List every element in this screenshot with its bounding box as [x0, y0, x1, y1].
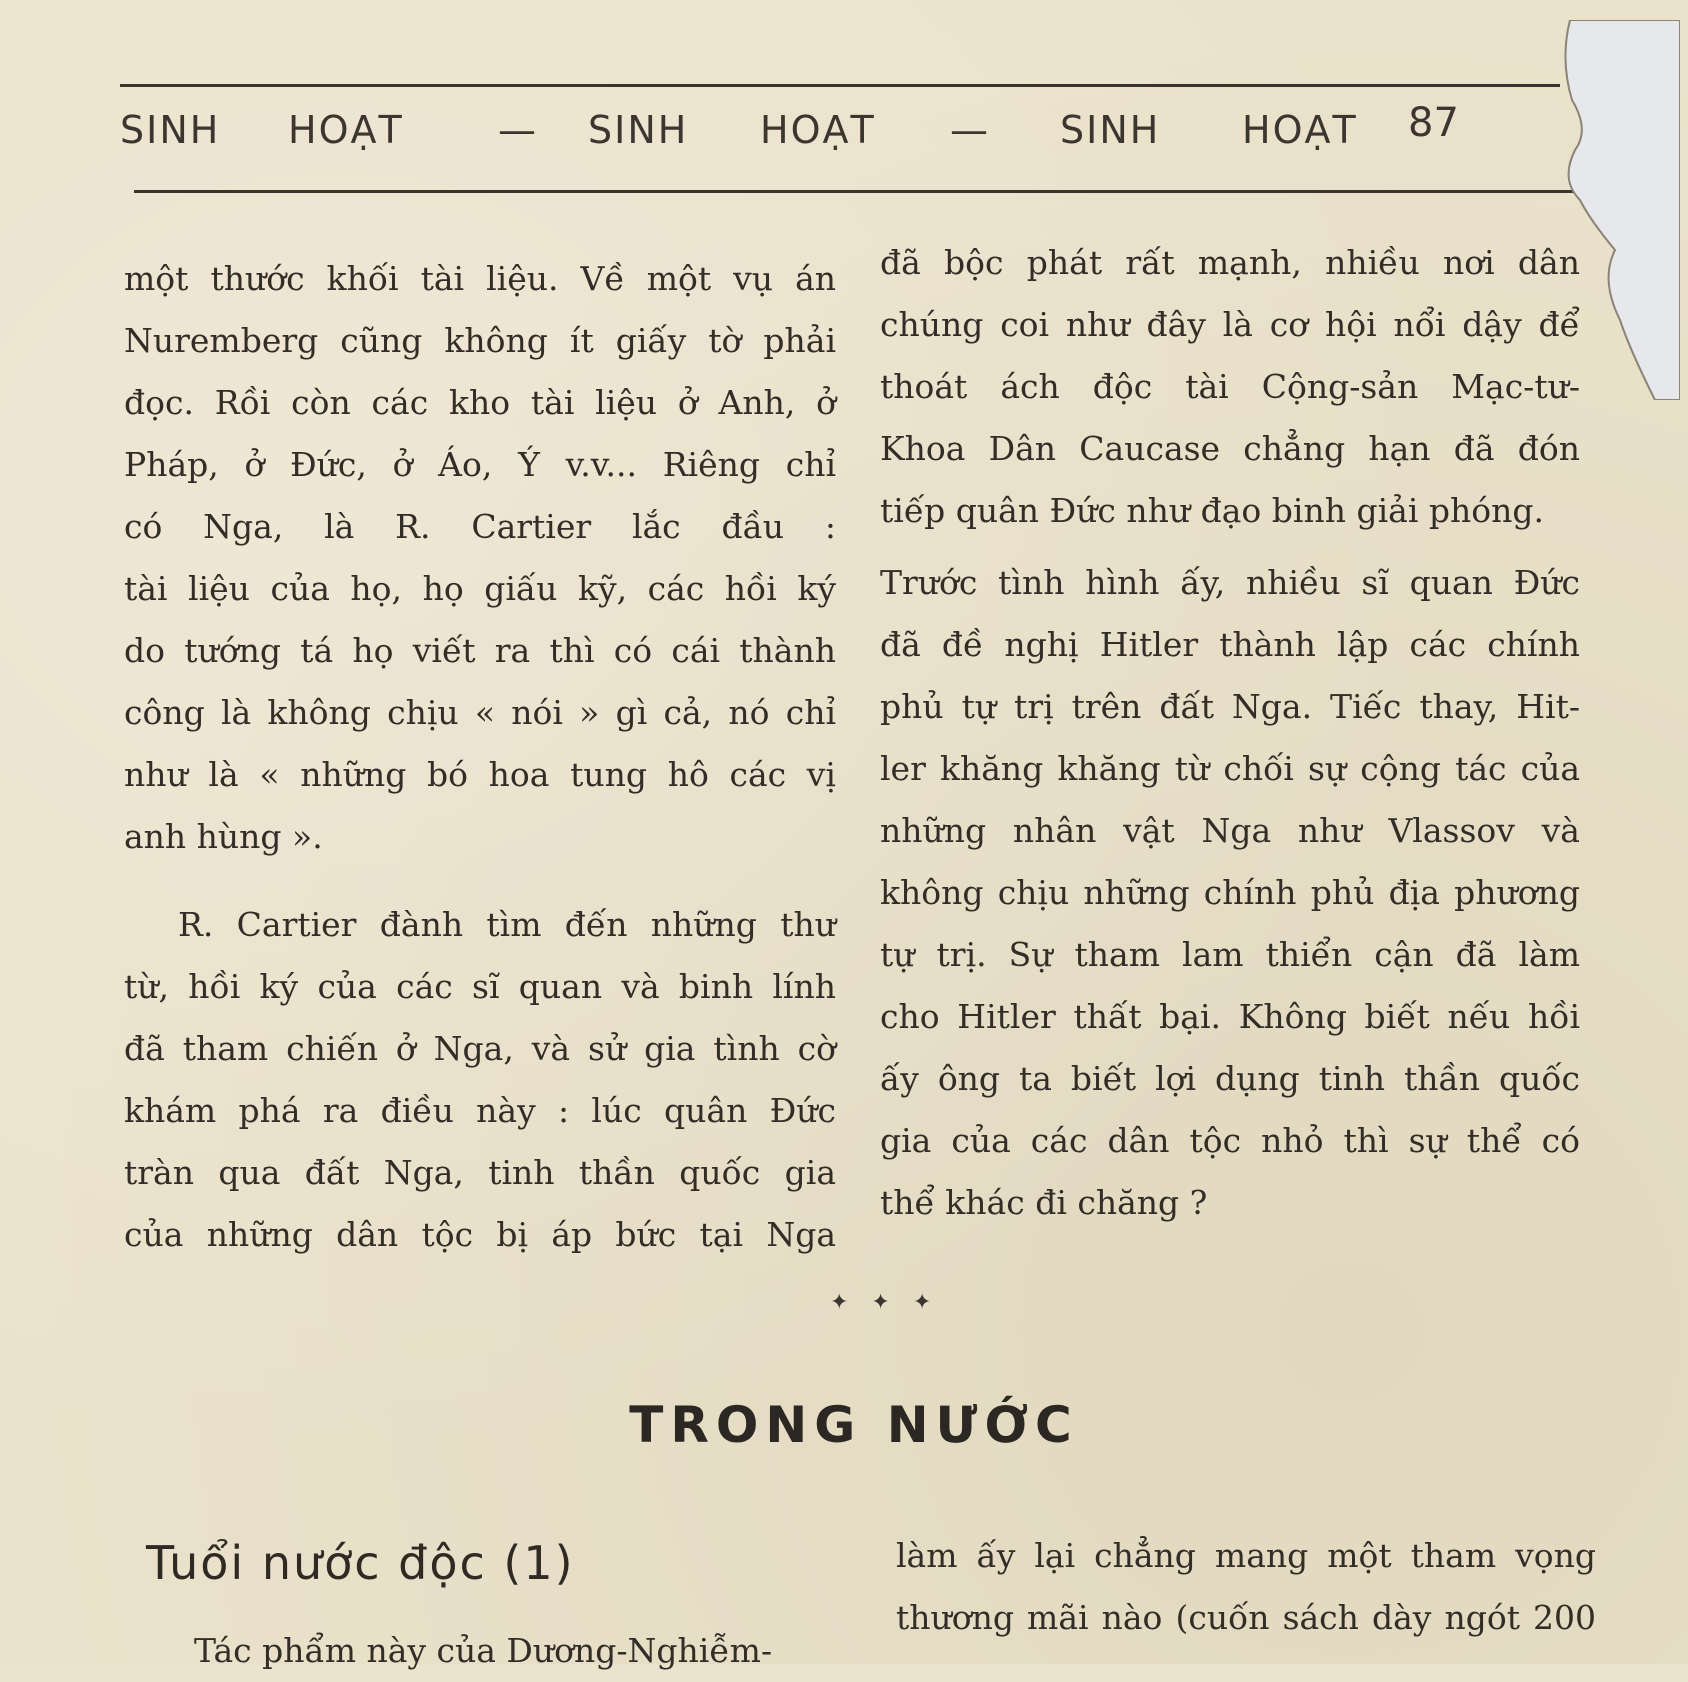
text-line: tiếp quân Đức như đạo binh giải phóng.: [880, 491, 1544, 530]
text-line: thể khác đi chăng ?: [880, 1183, 1208, 1222]
text-line: Khoa Dân Caucase chẳng hạn đã đón: [880, 429, 1580, 468]
article-title: Tuổi nước độc (1): [146, 1536, 575, 1590]
text-line: anh hùng ».: [124, 817, 323, 856]
running-head-word: SINH: [120, 108, 221, 152]
text-line: đã tham chiến ở Nga, và sử gia tình cờ: [124, 1029, 836, 1068]
text-line: thoát ách độc tài Cộng-sản Mạc-tư-: [880, 367, 1580, 406]
text-line: của những dân tộc bị áp bức tại Nga: [124, 1215, 836, 1254]
text-line: những nhân vật Nga như Vlassov và: [880, 811, 1580, 850]
text-line: tràn qua đất Nga, tinh thần quốc gia: [124, 1153, 836, 1192]
page-number: 87: [1408, 100, 1459, 146]
text-line: đã đề nghị Hitler thành lập các chính: [880, 625, 1580, 664]
left-column: [124, 248, 836, 1266]
running-head: [120, 108, 1590, 164]
running-head-word: SINH: [588, 108, 689, 152]
text-line: công là không chịu « nói » gì cả, nó chỉ: [124, 693, 836, 732]
text-line: Pháp, ở Đức, ở Áo, Ý v.v... Riêng chỉ: [124, 445, 836, 484]
running-head-word: SINH: [1060, 108, 1161, 152]
article-left-column: [140, 1620, 852, 1682]
text-line: một thước khối tài liệu. Về một vụ án: [124, 259, 836, 298]
running-head-dash: —: [950, 108, 990, 152]
text-line: đọc. Rồi còn các kho tài liệu ở Anh, ở: [124, 383, 836, 422]
text-line: Trước tình hình ấy, nhiều sĩ quan Đức: [880, 563, 1580, 602]
running-head-word: HOẠT: [760, 108, 876, 152]
text-line: tài liệu của họ, họ giấu kỹ, các hồi ký: [124, 569, 836, 608]
text-line: từ, hồi ký của các sĩ quan và binh lính: [124, 967, 836, 1006]
header-bottom-rule: [134, 190, 1580, 193]
text-line: ấy ông ta biết lợi dụng tinh thần quốc: [880, 1059, 1580, 1098]
running-head-word: HOẠT: [288, 108, 404, 152]
text-line: có Nga, là R. Cartier lắc đầu :: [124, 507, 836, 546]
text-line: gia của các dân tộc nhỏ thì sự thể có: [880, 1121, 1580, 1160]
text-line: làm ấy lại chẳng mang một tham vọng: [896, 1536, 1596, 1575]
text-line: phủ tự trị trên đất Nga. Tiếc thay, Hit-: [880, 687, 1580, 726]
text-line: chúng coi như đây là cơ hội nổi dậy để: [880, 305, 1580, 344]
article-right-column: [896, 1525, 1596, 1649]
text-line: do tướng tá họ viết ra thì có cái thành: [124, 631, 836, 670]
running-head-word: HOẠT: [1242, 108, 1358, 152]
section-ornament: ✦ ✦ ✦: [830, 1290, 940, 1315]
text-line: R. Cartier đành tìm đến những thư: [178, 905, 836, 944]
text-line: khám phá ra điều này : lúc quân Đức: [124, 1091, 836, 1130]
running-head-dash: —: [498, 108, 538, 152]
text-line: như là « những bó hoa tung hô các vị: [124, 755, 836, 794]
text-line: đã bộc phát rất mạnh, nhiều nơi dân: [880, 243, 1580, 282]
text-line: ler khăng khăng từ chối sự cộng tác của: [880, 749, 1580, 788]
text-line: Nuremberg cũng không ít giấy tờ phải: [124, 321, 836, 360]
section-title: TRONG NƯỚC: [629, 1396, 1079, 1454]
text-line: cho Hitler thất bại. Không biết nếu hồi: [880, 997, 1580, 1036]
text-line: Tác phẩm này của Dương-Nghiễm-: [194, 1631, 773, 1670]
text-line: không chịu những chính phủ địa phương: [880, 873, 1580, 912]
right-column: [880, 232, 1580, 1234]
text-line: thương mãi nào (cuốn sách dày ngót 200: [896, 1598, 1596, 1637]
text-line: tự trị. Sự tham lam thiển cận đã làm: [880, 935, 1580, 974]
header-top-rule: [120, 84, 1560, 87]
